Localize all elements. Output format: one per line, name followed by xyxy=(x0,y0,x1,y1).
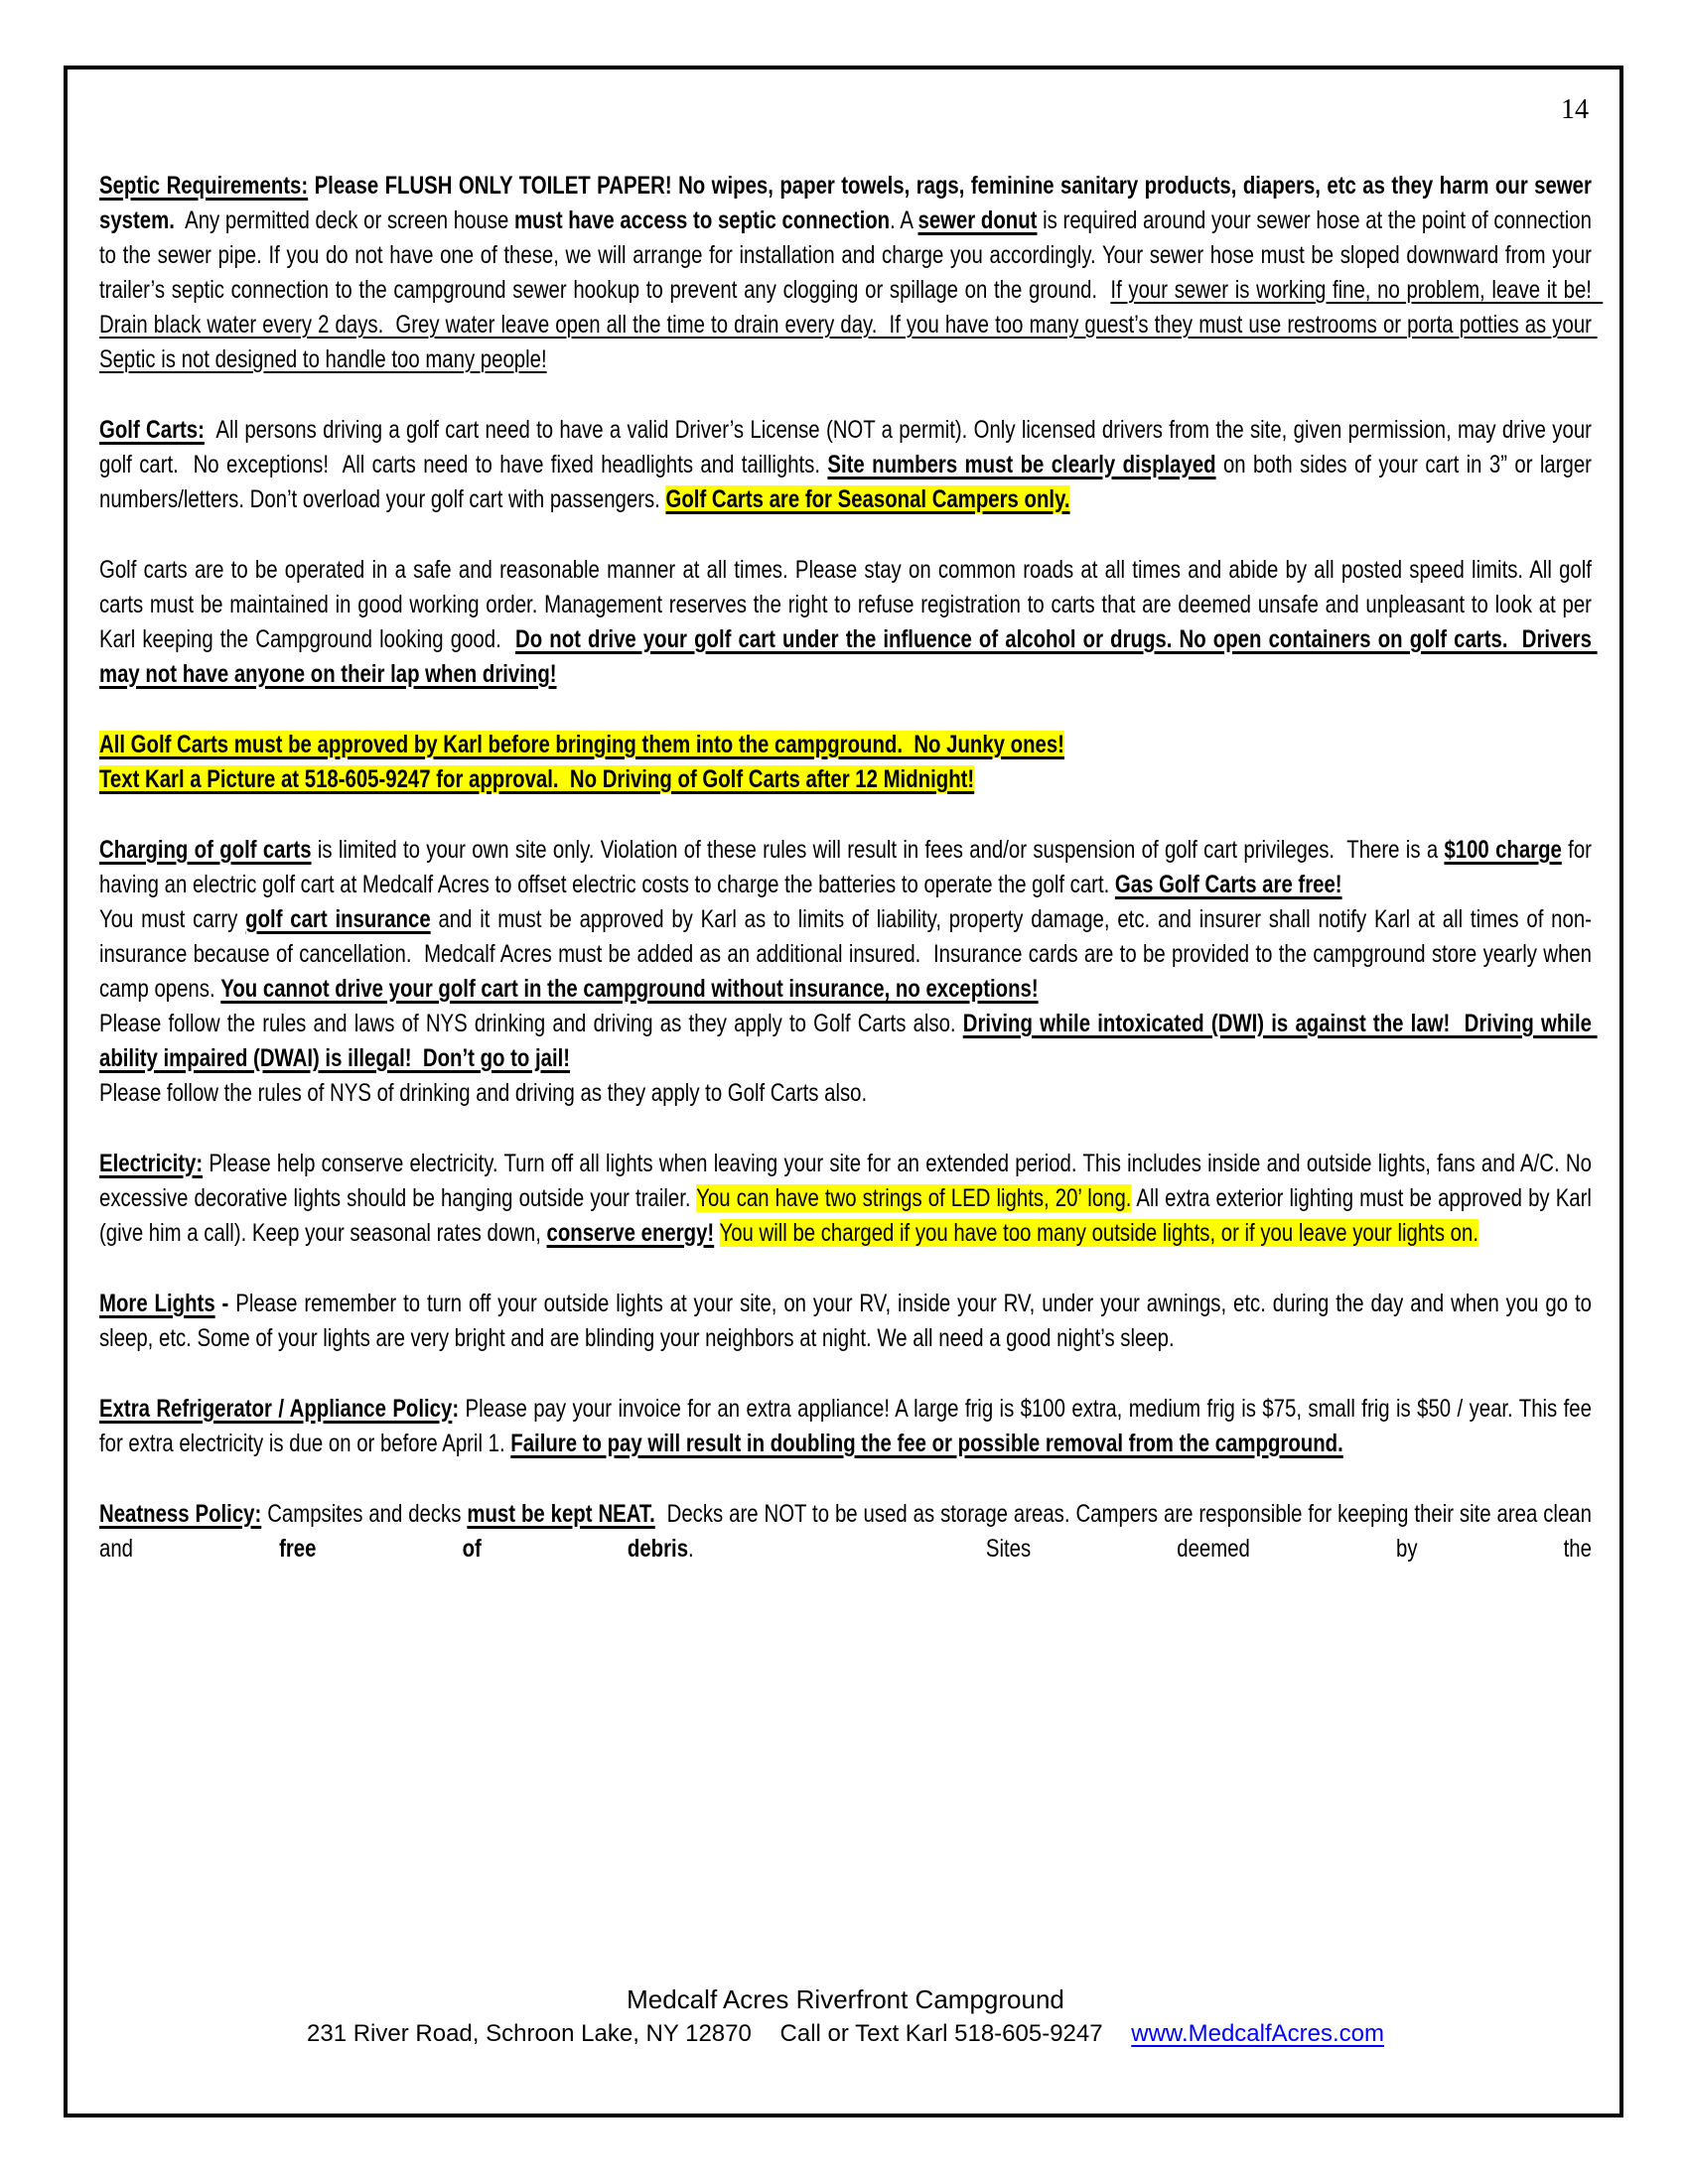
text-run: All Golf Carts must be approved by Karl before bringing them into the campground. No Junky ones! xyxy=(99,731,1064,758)
text-run: You must carry xyxy=(99,905,246,933)
text-run: - xyxy=(214,1290,236,1317)
text-run: Decks are NOT to be used as storage areas. Campers are responsible for keeping their site area clean and xyxy=(99,1500,1598,1563)
text-run: for having an electric golf cart at Medcalf Acres to offset electric costs to charge the batteries to operate the golf cart. xyxy=(99,836,1598,898)
footer-address: 231 River Road, Schroon Lake, NY 12870 xyxy=(307,2020,752,2047)
paragraph-golf-carts-operation xyxy=(99,553,1598,692)
footer-title: Medcalf Acres Riverfront Campground xyxy=(627,1984,1064,2014)
paragraph-extra-refrigerator-appliance-policy xyxy=(99,1392,1598,1461)
text-run: Campsites and decks xyxy=(261,1500,468,1528)
text-run: on both sides of your cart in 3” or larger numbers/letters. Don’t overload your golf cart with passengers. xyxy=(99,451,1598,513)
paragraph-neatness-policy xyxy=(99,1497,1598,1567)
text-run: Golf Carts are for Seasonal Campers only. xyxy=(665,485,1070,513)
footer-contact: Call or Text Karl 518-605-9247 xyxy=(779,2020,1103,2047)
text-run: Please follow the rules of NYS of drinking and driving as they apply to Golf Carts also. xyxy=(99,1079,868,1107)
text-run: You can have two strings of LED lights, 20’ long. xyxy=(696,1184,1132,1212)
paragraph-charging-of-golf-carts xyxy=(99,833,1598,902)
text-run: All extra exterior lighting must be approved by Karl (give him a call). Keep your seasonal rates down, xyxy=(99,1184,1598,1247)
text-run: Site numbers must be clearly displayed xyxy=(827,451,1216,478)
paragraph-golf-carts-approval-line2 xyxy=(99,762,1592,797)
paragraph-nys-drinking-driving xyxy=(99,1007,1598,1076)
text-run: must be kept NEAT. xyxy=(467,1500,655,1528)
text-run: Gas Golf Carts are free! xyxy=(1114,871,1342,898)
text-run: Text Karl a Picture at 518-605-9247 for approval. No Driving of Golf Carts after 12 Midnight! xyxy=(99,765,975,793)
footer-website-link[interactable]: www.MedcalfAcres.com xyxy=(1131,2020,1384,2047)
paragraph-golf-carts-license xyxy=(99,413,1598,517)
text-run: Electricity: xyxy=(99,1150,204,1177)
text-run: . Sites deemed by the xyxy=(688,1535,1592,1563)
footer-contact-line xyxy=(99,2019,1592,2049)
text-run: sewer donut xyxy=(917,206,1038,234)
text-run: Please follow the rules and laws of NYS drinking and driving as they apply to Golf Carts also. xyxy=(99,1010,963,1037)
paragraph-electricity xyxy=(99,1147,1598,1251)
paragraph-nys-drinking-driving-repeat xyxy=(99,1076,1592,1111)
paragraph-more-lights xyxy=(99,1287,1598,1356)
text-run: Please FLUSH ONLY TOILET PAPER! No wipes, paper towels, rags, feminine sanitary products, diapers, etc as they harm our sewer system. xyxy=(99,172,1598,234)
text-run: Golf Carts: xyxy=(99,416,205,444)
paragraph-golf-cart-insurance xyxy=(99,902,1598,1007)
paragraph-septic-requirements xyxy=(99,169,1604,377)
text-run: Extra Refrigerator / Appliance Policy xyxy=(99,1395,453,1423)
text-run: Please remember to turn off your outside lights at your site, on your RV, inside your RV, under your awnings, etc. during the day and when you go to sleep, etc. Some of your lights are very bright and are blinding your neighbors at night. We all need a good night’s sleep. xyxy=(99,1290,1598,1352)
text-run: Do not drive your golf cart under the influence of alcohol or drugs. No open containers on golf carts. Drivers may not have anyone on their lap when driving! xyxy=(99,625,1598,688)
text-run xyxy=(714,1219,719,1247)
text-run: must have access to septic connection xyxy=(513,206,891,234)
text-run: conserve energy! xyxy=(546,1219,715,1247)
text-run: You will be charged if you have too many outside lights, or if you leave your lights on. xyxy=(719,1219,1478,1247)
text-run: All persons driving a golf cart need to have a valid Driver’s License (NOT a permit). Only licensed drivers from the site, given permission, may drive your golf cart. No exceptions! All carts need to have fixed headlights and taillights. xyxy=(99,416,1598,478)
text-run: If your sewer is working fine, no problem, leave it be! Drain black water every 2 days. Grey water leave open all the time to drain every day. If you have too many guest’s they must use restrooms or porta potties as your Septic is not designed to handle too many people! xyxy=(99,276,1604,373)
text-run: Driving while intoxicated (DWI) is against the law! Driving while ability impaired (DWAI) is illegal! Don’t go to jail! xyxy=(99,1010,1598,1072)
page-footer xyxy=(99,1983,1592,2049)
text-run: Please help conserve electricity. Turn off all lights when leaving your site for an extended period. This includes inside and outside lights, fans and A/C. No excessive decorative lights should be hanging outside your trailer. xyxy=(99,1150,1598,1212)
text-run: Septic Requirements: xyxy=(99,172,309,200)
text-run: Please pay your invoice for an extra appliance! A large frig is $100 extra, medium frig is $75, small frig is $50 / year. This fee for extra electricity is due on or before April 1. xyxy=(99,1395,1598,1457)
text-run: Neatness Policy: xyxy=(99,1500,262,1528)
text-run: Charging of golf carts xyxy=(99,836,312,864)
text-run: You cannot drive your golf cart in the campground without insurance, no exceptions! xyxy=(220,975,1039,1003)
text-run: is required around your sewer hose at the point of connection to the sewer pipe. If you do not have one of these, we will arrange for installation and charge you accordingly. Your sewer hose must be sloped downward from your trailer’s septic connection to the campground sewer hookup to prevent any clogging or spillage on the ground. xyxy=(99,206,1598,304)
paragraph-golf-carts-approval-line1 xyxy=(99,728,1592,762)
text-run: . A xyxy=(890,206,918,234)
text-run: Any permitted deck or screen house xyxy=(174,206,514,234)
text-run: Golf carts are to be operated in a safe and reasonable manner at all times. Please stay on common roads at all times and abide by all posted speed limits. All golf carts must be maintained in good working order. Management reserves the right to refuse registration to carts that are deemed unsafe and unpleasant to look at per Karl keeping the Campground looking good. xyxy=(99,556,1598,653)
text-run: $100 charge xyxy=(1444,836,1562,864)
text-run: Failure to pay will result in doubling the fee or possible removal from the campground. xyxy=(510,1430,1343,1457)
document-body xyxy=(99,169,1604,1567)
text-run: More Lights xyxy=(99,1290,215,1317)
text-run: and it must be approved by Karl as to limits of liability, property damage, etc. and insurer shall notify Karl at all times of non-insurance because of cancellation. Medcalf Acres must be added as an additional insured. Insurance cards are to be provided to the campground store yearly when camp opens. xyxy=(99,905,1598,1003)
text-run: is limited to your own site only. Violation of these rules will result in fees and/or suspension of golf cart privileges. There is a xyxy=(311,836,1445,864)
text-run: free of debris xyxy=(279,1535,689,1563)
page-number: 14 xyxy=(1561,94,1589,125)
text-run: : xyxy=(452,1395,460,1423)
text-run: golf cart insurance xyxy=(245,905,431,933)
